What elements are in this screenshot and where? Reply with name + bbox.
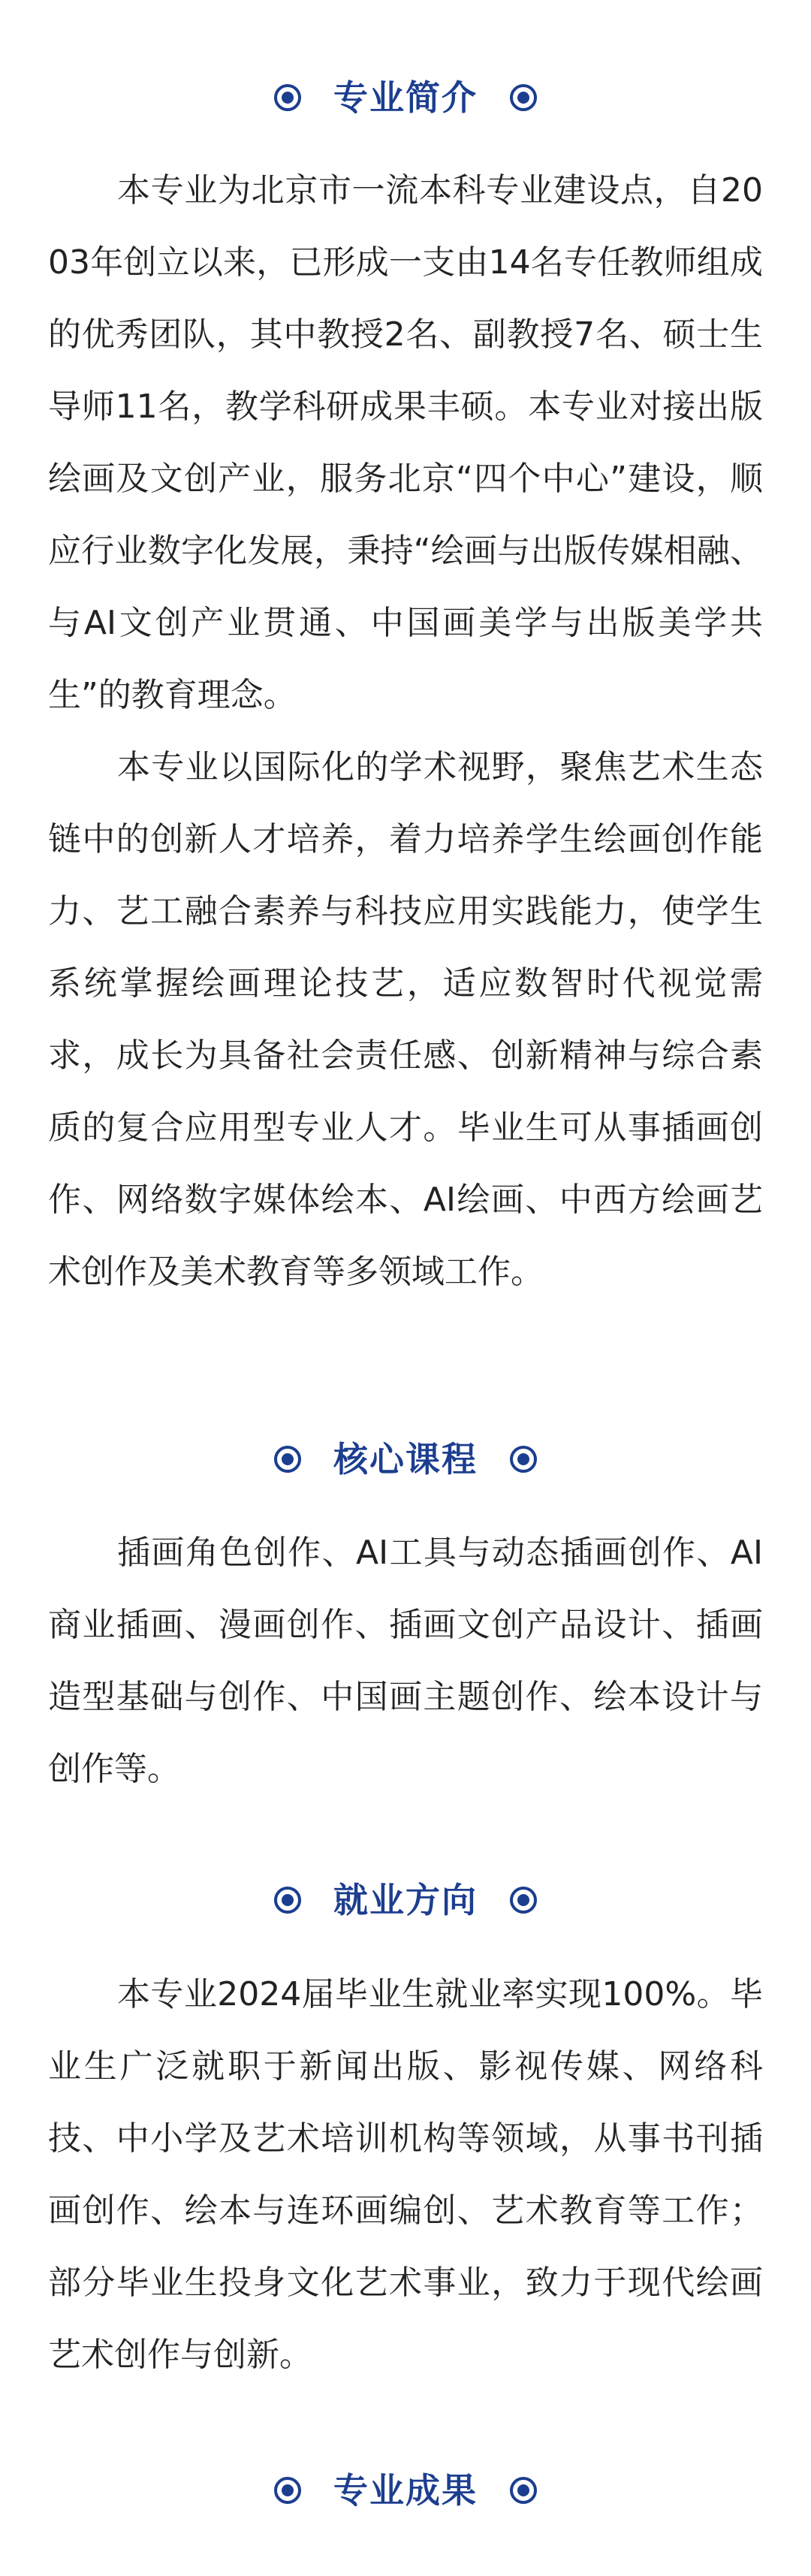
paragraph: 插画角色创作、AI工具与动态插画创作、AI商业插画、漫画创作、插画文创产品设计、插画造型基础与创作、中国画主题创作、绘本设计与创作等。 <box>48 1534 763 1788</box>
paragraph: 本专业为北京市一流本科专业建设点，自2003年创立以来，已形成一支由14名专任教师组成的优秀团队，其中教授2名、副教授7名、硕士生导师11名，教学科研成果丰硕。本专业对接出版绘画及文创产业，服务北京“四个中心”建设，顺应行业数字化发展，秉持“绘画与出版传媒相融、与AI文创产业贯通、中国画美学与出版美学共生”的教育理念。 <box>48 171 763 714</box>
target-circle-icon <box>273 1886 302 1914</box>
target-circle-icon <box>273 2476 302 2505</box>
section-title: 核心课程 <box>333 1439 478 1480</box>
section-heading-achievements <box>0 2460 811 2520</box>
target-circle-icon <box>509 1445 538 1474</box>
target-circle-icon <box>509 2476 538 2505</box>
target-circle-icon <box>509 83 538 112</box>
section-title: 专业简介 <box>333 77 478 118</box>
section-body-intro <box>48 155 763 1308</box>
paragraph: 本专业2024届毕业生就业率实现100%。毕业生广泛就职于新闻出版、影视传媒、网络科技、中小学及艺术培训机构等领域，从事书刊插画创作、绘本与连环画编创、艺术教育等工作；部分毕业生投身文化艺术事业，致力于现代绘画艺术创作与创新。 <box>48 1975 763 2374</box>
target-circle-icon <box>273 1445 302 1474</box>
target-circle-icon <box>509 1886 538 1914</box>
section-heading-courses <box>0 1429 811 1489</box>
target-circle-icon <box>273 83 302 112</box>
section-title: 就业方向 <box>333 1880 478 1920</box>
paragraph: 本专业以国际化的学术视野，聚焦艺术生态链中的创新人才培养，着力培养学生绘画创作能力、艺工融合素养与科技应用实践能力，使学生系统掌握绘画理论技艺，适应数智时代视觉需求，成长为具备社会责任感、创新精神与综合素质的复合应用型专业人才。毕业生可从事插画创作、网络数字媒体绘本、AI绘画、中西方绘画艺术创作及美术教育等多领域工作。 <box>48 748 763 1291</box>
section-heading-intro <box>0 68 811 128</box>
section-title: 专业成果 <box>333 2470 478 2511</box>
section-heading-careers <box>0 1870 811 1930</box>
section-body-careers <box>48 1959 763 2391</box>
section-body-courses <box>48 1517 763 1805</box>
